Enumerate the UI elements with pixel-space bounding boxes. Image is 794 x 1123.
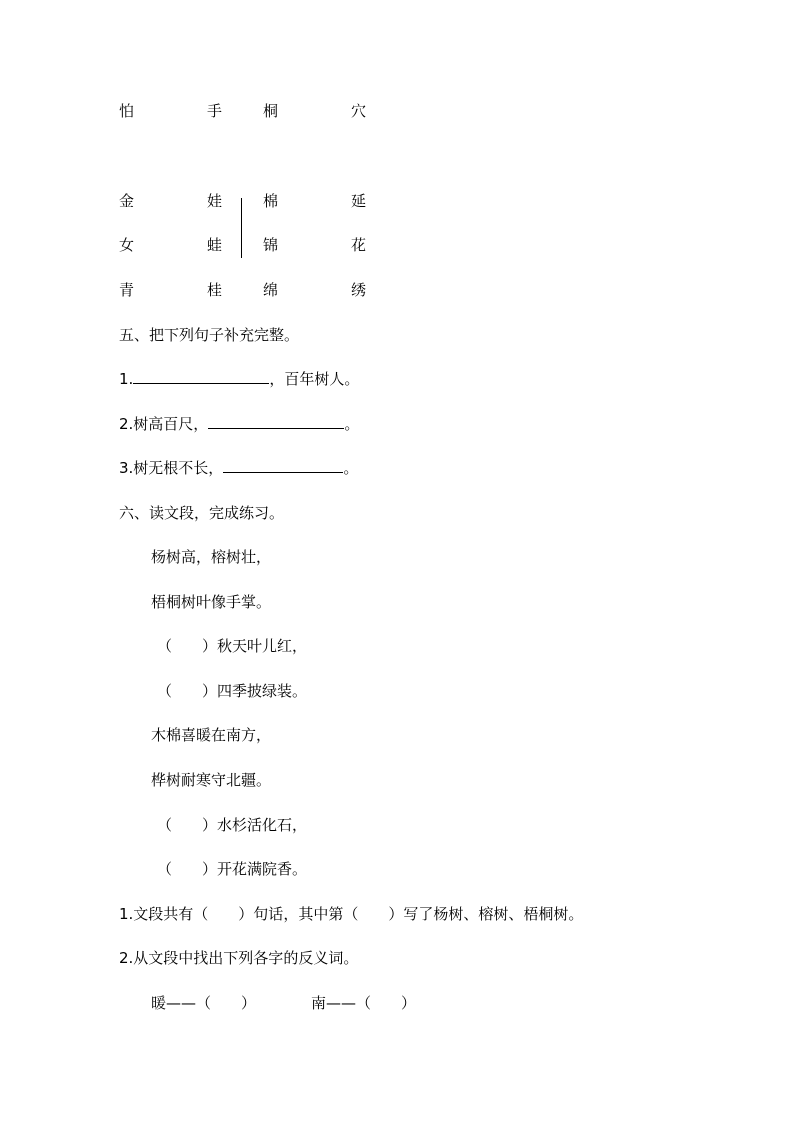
section6-q2: 2.从文段中找出下列各字的反义词。 <box>119 949 359 967</box>
char-xue: 穴 <box>351 102 367 120</box>
match-right-a-1: 棉 <box>263 192 279 210</box>
match-left-a-2: 女 <box>119 236 135 254</box>
section5-title: 五、把下列句子补充完整。 <box>119 326 300 344</box>
divider-line <box>241 198 242 258</box>
poem-line-1: 杨树高，榕树壮， <box>151 548 272 566</box>
match-left-b-2: 蛙 <box>207 236 223 254</box>
match-right-b-2: 花 <box>351 236 367 254</box>
q1-blank[interactable] <box>133 369 269 384</box>
match-left-a-3: 青 <box>119 281 135 299</box>
match-left-b-3: 桂 <box>207 281 223 299</box>
match-right-a-3: 绵 <box>263 281 279 299</box>
q2-prefix: 2.树高百尺， <box>119 415 209 433</box>
char-tong: 桐 <box>263 102 279 120</box>
poem-line-8: （ ）开花满院香。 <box>157 860 308 878</box>
match-right-a-2: 锦 <box>263 236 279 254</box>
section5-q2 <box>119 414 359 434</box>
q2-blank[interactable] <box>208 414 344 429</box>
match-left-a-1: 金 <box>119 192 135 210</box>
poem-line-4: （ ）四季披绿装。 <box>157 682 308 700</box>
poem-line-7: （ ）水杉活化石， <box>157 816 308 834</box>
poem-line-6: 桦树耐寒守北疆。 <box>151 771 272 789</box>
q3-prefix: 3.树无根不长， <box>119 459 224 477</box>
section6-title: 六、读文段，完成练习。 <box>119 504 285 522</box>
section6-q1: 1.文段共有（ ）句话，其中第（ ）写了杨树、榕树、梧桐树。 <box>119 905 584 923</box>
match-left-b-1: 娃 <box>207 192 223 210</box>
match-right-b-3: 绣 <box>351 281 367 299</box>
char-shou: 手 <box>207 102 223 120</box>
q1-prefix: 1. <box>119 370 134 388</box>
q3-blank[interactable] <box>223 458 343 473</box>
q1-suffix: ，百年树人。 <box>269 370 360 388</box>
poem-line-2: 梧桐树叶像手掌。 <box>151 593 272 611</box>
poem-line-5: 木棉喜暖在南方， <box>151 726 272 744</box>
antonym-nan: 南——（ ） <box>311 994 417 1012</box>
q2-suffix: 。 <box>344 415 360 433</box>
q3-suffix: 。 <box>343 459 359 477</box>
section5-q1 <box>119 369 359 389</box>
antonym-nuan: 暖——（ ） <box>151 994 257 1012</box>
section5-q3 <box>119 458 358 478</box>
char-pa: 怕 <box>119 102 135 120</box>
poem-line-3: （ ）秋天叶儿红， <box>157 637 308 655</box>
match-right-b-1: 延 <box>351 192 367 210</box>
